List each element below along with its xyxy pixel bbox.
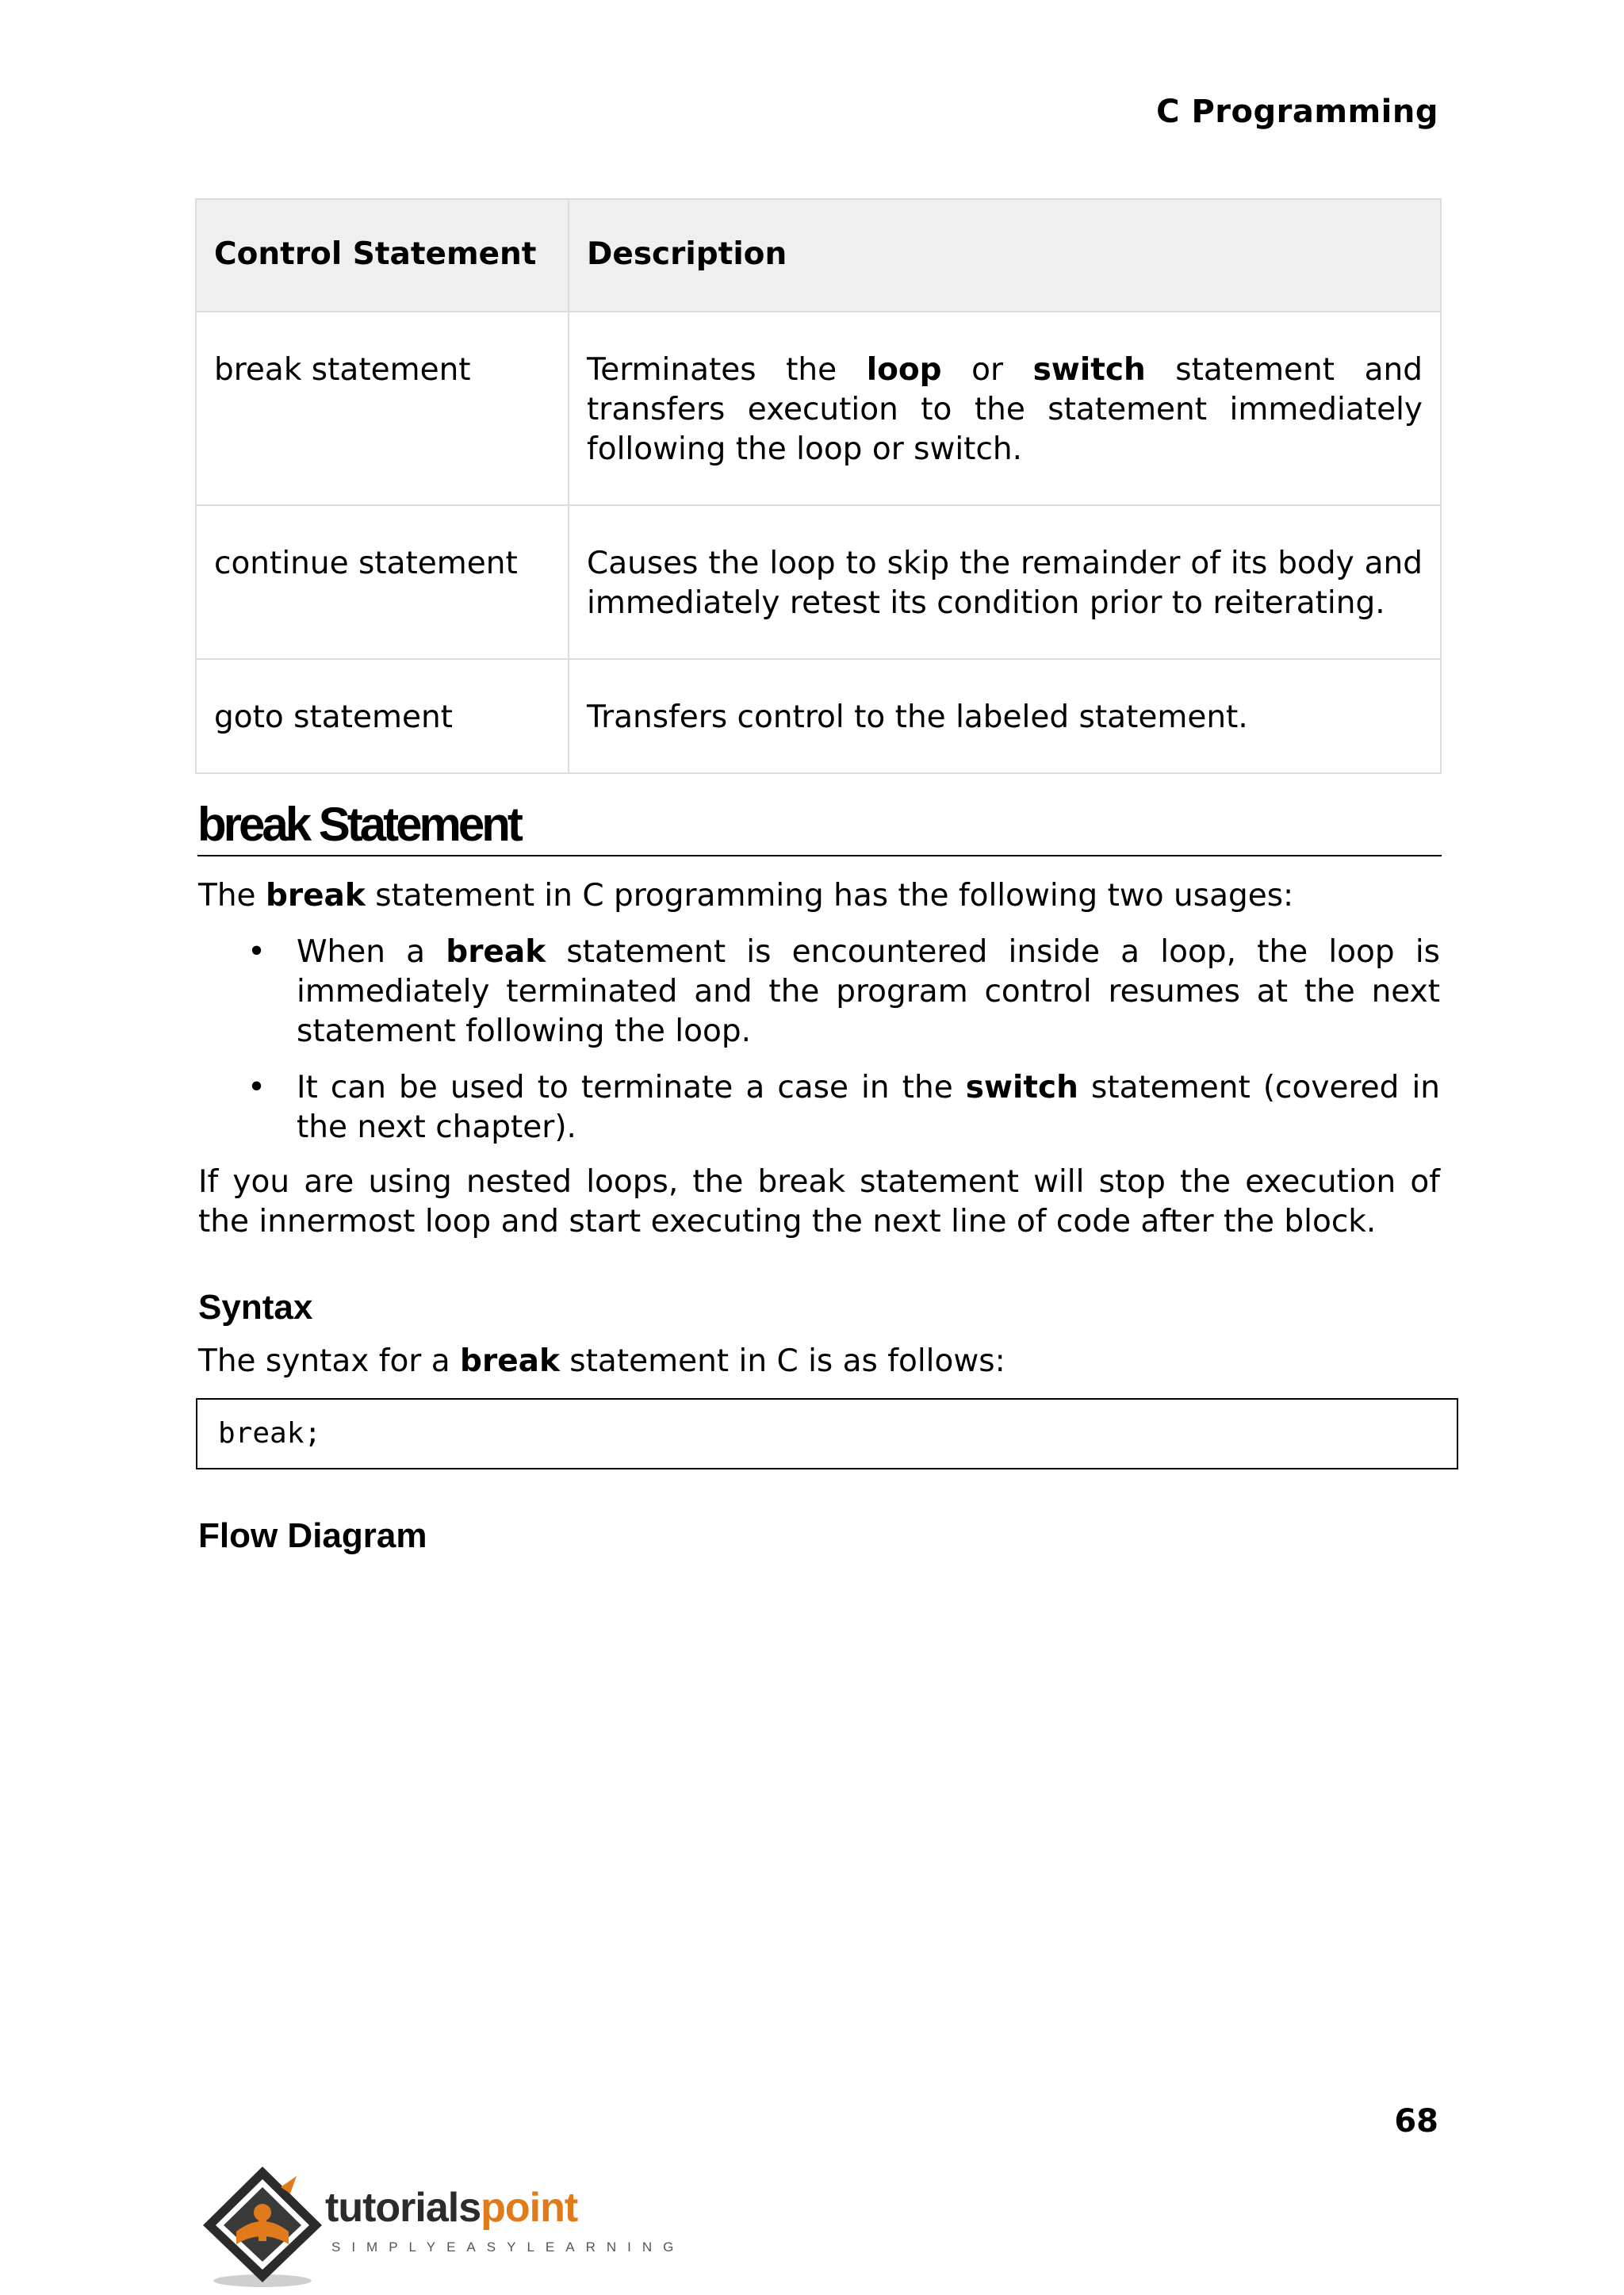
section-title: break Statement <box>197 796 1442 856</box>
table-row <box>196 659 1441 773</box>
list-item: • It can be used to terminate a case in the switch statement (covered in the next chapter). <box>247 1070 1440 1145</box>
syntax-paragraph: The syntax for a break statement in C is as follows: <box>198 1343 1005 1379</box>
logo-tagline: SIMPLYEASYLEARNING <box>331 2239 685 2255</box>
page-number: 68 <box>1394 2103 1438 2140</box>
usage-list <box>198 933 1440 1164</box>
statement-name: goto statement <box>196 659 569 773</box>
column-header-control-statement: Control Statement <box>196 199 569 312</box>
tutorialspoint-logo <box>195 2155 685 2290</box>
intro-paragraph: The break statement in C programming has the following two usages: <box>198 878 1294 914</box>
statement-name: break statement <box>196 312 569 505</box>
table-row <box>196 312 1441 505</box>
syntax-heading: Syntax <box>198 1288 313 1327</box>
nested-loops-paragraph: If you are using nested loops, the break statement will stop the execution of the innermost loop and start executing the next line of code after the block. <box>198 1164 1440 1239</box>
bullet-icon: • <box>247 1070 266 1105</box>
flow-diagram-heading: Flow Diagram <box>198 1516 427 1555</box>
statement-description: Transfers control to the labeled statement. <box>569 659 1441 773</box>
list-item: • When a break statement is encountered inside a loop, the loop is immediately terminated and the program control resumes at the next statement following the loop. <box>247 934 1441 1049</box>
statement-description: Causes the loop to skip the remainder of its body and immediately retest its condition prior to reiterating. <box>569 505 1441 659</box>
logo-wordmark: tutorialspoint <box>325 2185 578 2231</box>
column-header-description: Description <box>569 199 1441 312</box>
bullet-icon: • <box>247 934 266 970</box>
code-block: break; <box>196 1398 1458 1469</box>
table-header-row <box>196 199 1441 312</box>
control-statement-table <box>195 198 1442 774</box>
running-header: C Programming <box>1156 94 1438 130</box>
statement-name: continue statement <box>196 505 569 659</box>
logo-mark-icon <box>195 2155 330 2290</box>
statement-description: Terminates the loop or switch statement and transfers execution to the statement immediately following the loop or switch. <box>569 312 1441 505</box>
table-row <box>196 505 1441 659</box>
